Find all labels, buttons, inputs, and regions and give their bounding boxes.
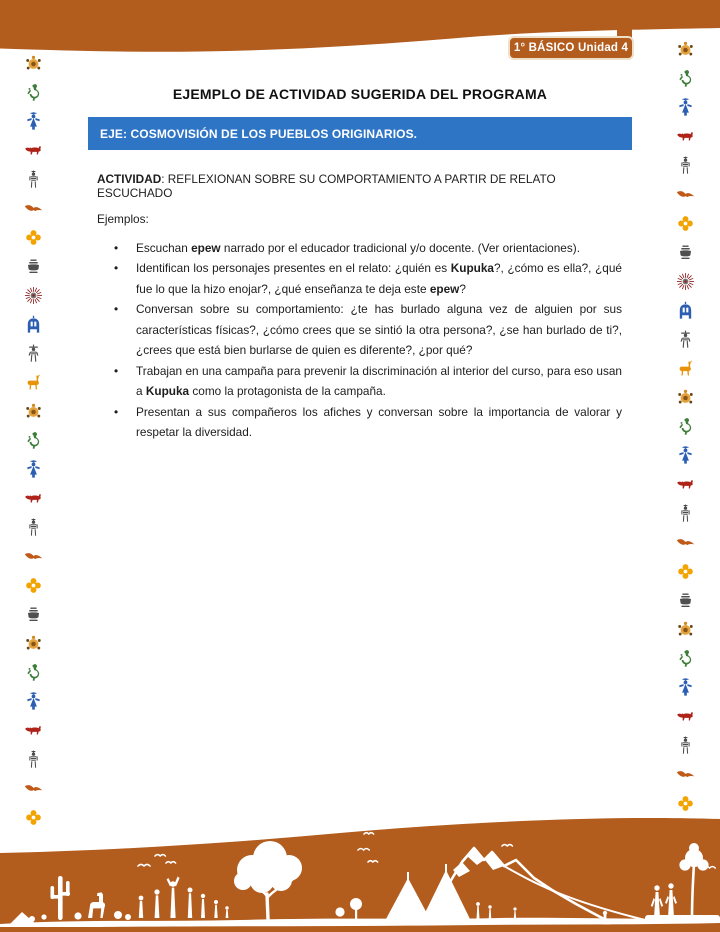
sun-turtle-icon: [676, 620, 695, 639]
sun-turtle-icon: [24, 634, 43, 653]
red-fox-icon: [24, 489, 43, 508]
bullet-text: Escuchan epew narrado por el educador tradicional y/o docente. (Ver orientaciones).: [136, 240, 580, 255]
red-fox-icon: [676, 475, 695, 494]
clay-pot-icon: [676, 243, 695, 262]
blue-emblem-icon: [676, 301, 695, 320]
activity-text: : REFLEXIONAN SOBRE SU COMPORTAMIENTO A PARTIR DE RELATO ESCUCHADO: [97, 172, 556, 200]
flower-icon: [24, 228, 43, 247]
blue-person-icon: [676, 446, 695, 465]
flower-icon: [24, 576, 43, 595]
bullet-text: Presentan a sus compañeros los afiches y conversan sobre la importancia de valorar y respetar la diversidad.: [136, 404, 622, 440]
totem-figure-icon: [676, 504, 695, 523]
unit-badge: 1° BÁSICO Unidad 4: [508, 36, 634, 60]
bullet-text: Conversan sobre su comportamiento: ¿te has burlado alguna vez de alguien por sus características físicas?, ¿cómo crees que se sintió la otra persona?, ¿se han burlado de ti?, ¿crees que está bien burlarse de quien es diferente?, ¿por qué?: [136, 302, 622, 358]
totem-figure-icon: [24, 170, 43, 189]
condor-icon: [24, 779, 43, 798]
green-dancer-icon: [676, 417, 695, 436]
bullet-item: [88, 299, 622, 361]
bullet-text: Trabajan en una campaña para prevenir la discriminación al interior del curso, para eso usan a Kupuka como la protagonista de la campaña.: [136, 363, 622, 399]
green-dancer-icon: [676, 69, 695, 88]
red-fox-icon: [676, 127, 695, 146]
llama-icon: [676, 359, 695, 378]
eje-banner: EJE: COSMOVISIÓN DE LOS PUEBLOS ORIGINARIOS.: [88, 117, 632, 150]
blue-person-icon: [676, 678, 695, 697]
sun-turtle-icon: [676, 40, 695, 59]
bullet-marker: •: [114, 261, 119, 276]
flower-icon: [676, 794, 695, 813]
left-icon-strip: [22, 54, 44, 827]
clay-pot-icon: [24, 605, 43, 624]
sun-turtle-icon: [676, 388, 695, 407]
condor-icon: [676, 185, 695, 204]
bullet-text: Identifican los personajes presentes en el relato: ¿quién es Kupuka?, ¿cómo es ella?, ¿qué fue lo que la hizo enojar?, ¿qué enseñanza te deja este epew?: [136, 261, 622, 296]
green-dancer-icon: [24, 83, 43, 102]
flower-icon: [676, 214, 695, 233]
blue-person-icon: [676, 98, 695, 117]
red-fox-icon: [24, 141, 43, 160]
activity-label: ACTIVIDAD: [97, 172, 162, 186]
totem-figure-icon: [676, 156, 695, 175]
totem-figure-icon: [676, 736, 695, 755]
header-band: [0, 0, 720, 64]
hat-figure-icon: [24, 344, 43, 363]
sun-star-icon: [24, 286, 43, 305]
condor-icon: [676, 765, 695, 784]
footer-landscape: [0, 812, 720, 932]
clay-pot-icon: [676, 591, 695, 610]
blue-person-icon: [24, 112, 43, 131]
footer-art: [0, 812, 720, 932]
activity-line: [88, 172, 632, 200]
bullet-item: [88, 361, 622, 402]
llama-icon: [24, 373, 43, 392]
flower-icon: [676, 562, 695, 581]
green-dancer-icon: [676, 649, 695, 668]
clay-pot-icon: [24, 257, 43, 276]
blue-person-icon: [24, 692, 43, 711]
condor-icon: [24, 199, 43, 218]
page-title: EJEMPLO DE ACTIVIDAD SUGERIDA DEL PROGRAMA: [172, 86, 548, 102]
sun-turtle-icon: [24, 402, 43, 421]
bullet-marker: •: [114, 404, 119, 419]
hat-figure-icon: [676, 330, 695, 349]
examples-label: Ejemplos:: [97, 211, 149, 226]
bullet-marker: •: [114, 363, 119, 378]
blue-person-icon: [24, 460, 43, 479]
sun-turtle-icon: [24, 54, 43, 73]
bullet-item: [88, 402, 622, 443]
totem-figure-icon: [24, 750, 43, 769]
bullet-item: [88, 238, 622, 259]
green-dancer-icon: [24, 431, 43, 450]
bullet-marker: •: [114, 240, 119, 255]
green-dancer-icon: [24, 663, 43, 682]
blue-emblem-icon: [24, 315, 43, 334]
right-icon-strip: [674, 40, 696, 813]
totem-figure-icon: [24, 518, 43, 537]
condor-icon: [24, 547, 43, 566]
bullet-item: [88, 258, 622, 299]
bullet-list: [88, 238, 632, 443]
red-fox-icon: [24, 721, 43, 740]
main-content: [88, 86, 632, 443]
bullet-marker: •: [114, 302, 119, 317]
condor-icon: [676, 533, 695, 552]
red-fox-icon: [676, 707, 695, 726]
sun-star-icon: [676, 272, 695, 291]
